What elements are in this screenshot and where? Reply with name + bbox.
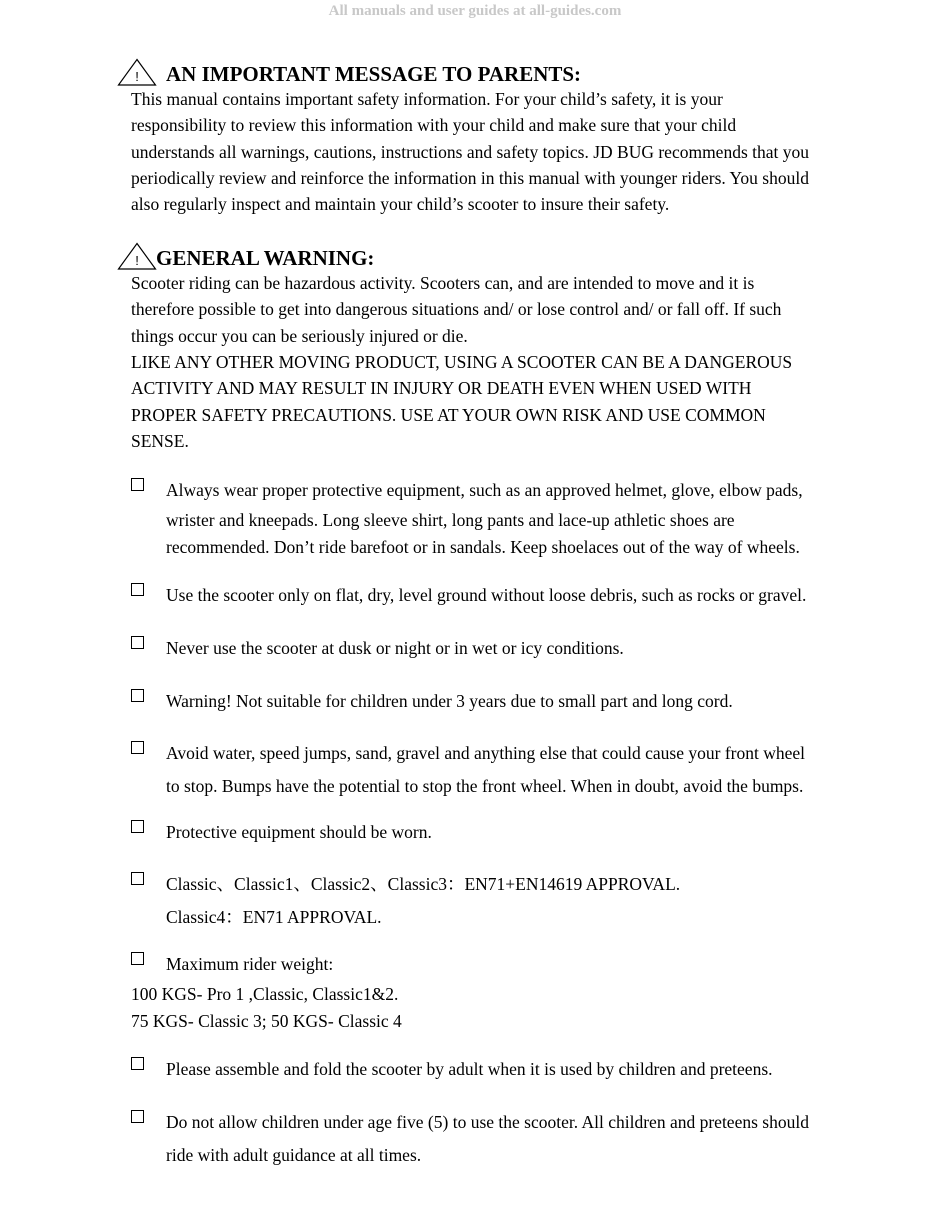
warning-triangle-icon [117,58,157,86]
checkbox-icon [131,478,144,491]
svg-text:!: ! [135,253,139,268]
safety-bullet-dusk-night [131,632,831,665]
safety-bullet-adult-assembly [131,1053,831,1086]
checkbox-icon [131,583,144,596]
weight-line: 100 KGS- Pro 1 ,Classic, Classic1&2. [131,984,399,1004]
caps-line: ACTIVITY AND MAY RESULT IN INJURY OR DEATH EVEN WHEN USED WITH [131,378,752,399]
body-line: This manual contains important safety information. For your child’s safety, it is your [131,89,723,109]
bullet-line: to stop. Bumps have the potential to stop the front wheel. When in doubt, avoid the bumps. [166,776,804,796]
caps-line: SENSE. [131,430,189,451]
body-line: responsibility to review this information with your child and make sure that your child [131,115,737,136]
checkbox-icon [131,1057,144,1070]
general-warning-caps [131,349,831,454]
safety-bullet-flat-ground [131,579,831,612]
safety-bullet-protective-worn [131,816,831,849]
svg-text:!: ! [135,69,139,84]
general-warning-heading [117,240,374,270]
watermark: All manuals and user guides at all-guides.com [328,3,622,19]
body-line: also regularly inspect and maintain your child’s scooter to insure their safety. [131,194,670,215]
bullet-line: Always wear proper protective equipment, such as an approved helmet, glove, elbow pads, [166,480,803,500]
checkbox-icon [131,872,144,885]
safety-bullet-adult-guidance [131,1106,831,1172]
safety-bullet-age-warning [131,685,831,718]
heading-text: GENERAL WARNING: [156,246,375,270]
checkbox-icon [131,1110,144,1123]
weight-line: 75 KGS- Classic 3; 50 KGS- Classic 4 [131,1011,402,1031]
checkbox-icon [131,636,144,649]
bullet-line: Avoid water, speed jumps, sand, gravel and anything else that could cause your front wheel [166,743,805,763]
bullet-line: Please assemble and fold the scooter by adult when it is used by children and preteens. [166,1059,773,1079]
safety-bullet-max-weight [131,948,831,981]
bullet-line: Never use the scooter at dusk or night or in wet or icy conditions. [166,638,624,658]
checkbox-icon [131,741,144,754]
bullet-line: Classic4：EN71 APPROVAL. [166,907,382,927]
checkbox-icon [131,952,144,965]
parents-message-body [131,86,831,217]
bullet-line: wrister and kneepads. Long sleeve shirt, long pants and lace-up athletic shoes are [166,510,735,530]
warning-triangle-icon [117,242,157,270]
safety-bullet-protective-equipment [131,474,831,561]
bullet-line: Classic、Classic1、Classic2、Classic3：EN71+EN14619 APPROVAL. [166,874,681,894]
body-line: understands all warnings, cautions, instructions and safety topics. JD BUG recommends that you [131,141,810,162]
checkbox-icon [131,689,144,702]
bullet-line: Maximum rider weight: [166,954,334,974]
bullet-line: recommended. Don’t ride barefoot or in sandals. Keep shoelaces out of the way of wheels. [166,537,800,557]
bullet-line: Use the scooter only on flat, dry, level ground without loose debris, such as rocks or gravel. [166,585,807,605]
checkbox-icon [131,820,144,833]
safety-bullet-approval [131,868,831,934]
bullet-line: Warning! Not suitable for children under 3 years due to small part and long cord. [166,691,733,711]
body-line: Scooter riding can be hazardous activity. Scooters can, and are intended to move and it is [131,273,755,293]
caps-line: PROPER SAFETY PRECAUTIONS. USE AT YOUR OWN RISK AND USE COMMON [131,404,766,425]
body-line: periodically review and reinforce the information in this manual with younger riders. You should [131,167,809,188]
bullet-line: ride with adult guidance at all times. [166,1145,422,1165]
general-warning-body [131,270,831,349]
bullet-line: Do not allow children under age five (5) to use the scooter. All children and preteens should [166,1112,809,1132]
parents-message-heading [117,56,581,86]
safety-bullet-avoid-obstacles [131,737,831,803]
bullet-line: Protective equipment should be worn. [166,822,432,842]
body-line: things occur you can be seriously injured or die. [131,325,468,346]
caps-line: LIKE ANY OTHER MOVING PRODUCT, USING A SCOOTER CAN BE A DANGEROUS [131,352,793,372]
body-line: therefore possible to get into dangerous situations and/ or lose control and/ or fall off. If such [131,299,782,320]
heading-text: AN IMPORTANT MESSAGE TO PARENTS: [166,62,582,86]
